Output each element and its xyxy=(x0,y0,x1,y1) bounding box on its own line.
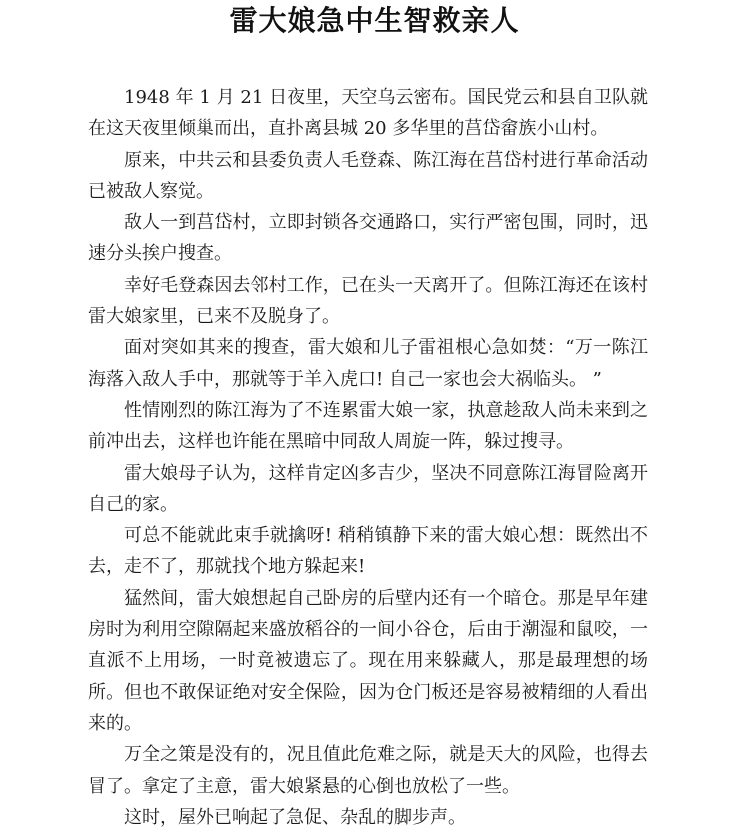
paragraph: 猛然间，雷大娘想起自己卧房的后壁内还有一个暗仓。那是早年建房时为利用空隙隔起来盛放稻谷的一间小谷仓，后由于潮湿和鼠咬，一直派不上用场，一时竟被遗忘了。现在用来躲藏人，那是最理想的场所。但也不敢保证绝对安全保险，因为仓门板还是容易被精细的人看出来的。 xyxy=(88,587,648,734)
paragraph: 原来，中共云和县委负责人毛登森、陈江海在莒岱村进行革命活动已被敌人察觉。 xyxy=(88,149,648,202)
paragraph: 幸好毛登森因去邻村工作，已在头一天离开了。但陈江海还在该村雷大娘家里，已来不及脱身了。 xyxy=(88,274,648,328)
paragraph: 面对突如其来的搜查，雷大娘和儿子雷祖根心急如焚：“万一陈江海落入敌人手中，那就等于羊入虎口! 自己一家也会大祸临头。 ” xyxy=(88,337,648,390)
paragraph: 1948 年 1 月 21 日夜里，天空乌云密布。国民党云和县自卫队就在这天夜里倾巢而出，直扑离县城 20 多华里的莒岱畲族小山村。 xyxy=(88,87,648,140)
paragraph: 可总不能就此束手就擒呀! 稍稍镇静下来的雷大娘心想：既然出不去，走不了，那就找个地方躲起来! xyxy=(88,525,648,578)
paragraph: 雷大娘母子认为，这样肯定凶多吉少，坚决不同意陈江海冒险离开自己的家。 xyxy=(88,462,648,515)
paragraph: 敌人一到莒岱村，立即封锁各交通路口，实行严密包围，同时，迅速分头挨户搜查。 xyxy=(88,212,648,265)
paragraph: 这时，屋外已响起了急促、杂乱的脚步声。 xyxy=(124,806,466,828)
chapter-body xyxy=(88,82,648,833)
paragraph: 性情刚烈的陈江海为了不连累雷大娘一家，执意趁敌人尚未来到之前冲出去，这样也许能在黑暗中同敌人周旋一阵，躲过搜寻。 xyxy=(88,399,648,453)
paragraph: 万全之策是没有的，况且值此危难之际，就是天大的风险，也得去冒了。拿定了主意，雷大娘紧悬的心倒也放松了一些。 xyxy=(88,744,648,797)
chapter-title: 雷大娘急中生智救亲人 xyxy=(229,4,520,37)
